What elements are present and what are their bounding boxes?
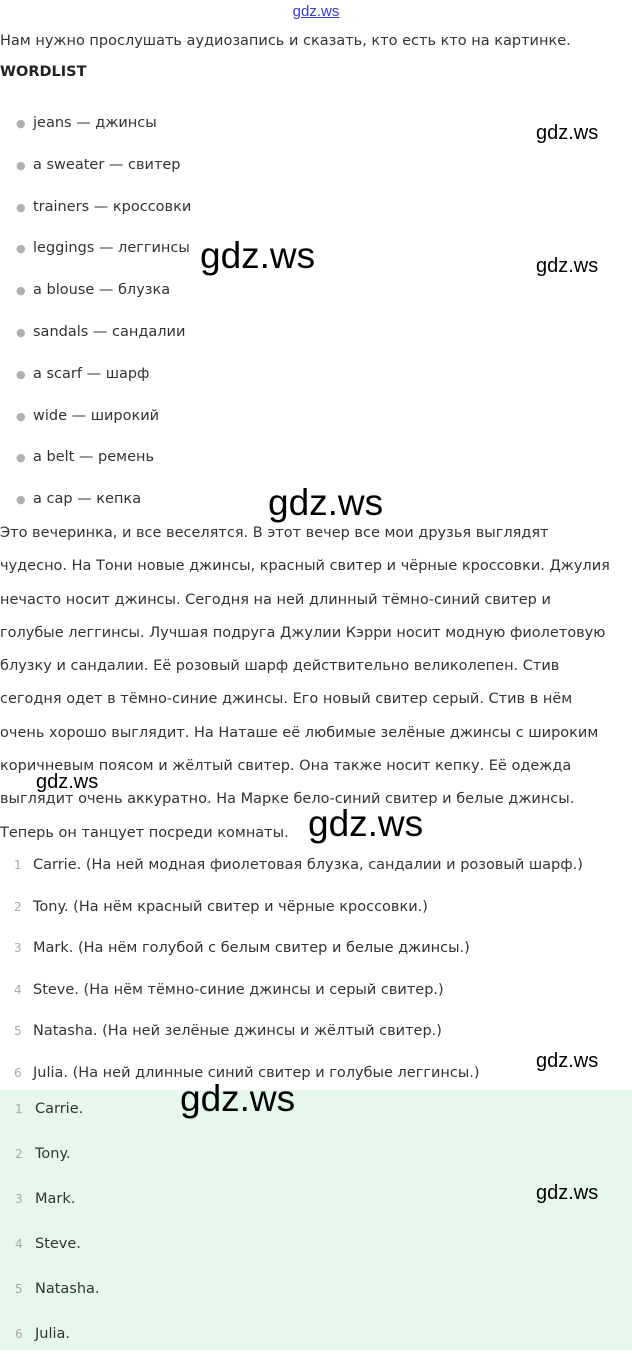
story-line: Теперь он танцует посреди комнаты. (0, 824, 289, 841)
bullet-icon: ● (16, 117, 26, 130)
short-answer-item: 1 Carrie. (0, 1087, 100, 1132)
item-number: 5 (15, 1282, 23, 1296)
wordlist-item: ● a cap — кепка (0, 479, 191, 521)
wordlist-item: ● a belt — ремень (0, 437, 191, 479)
bullet-icon: ● (16, 158, 26, 172)
story-line: блузку и сандалии. Её розовый шарф действительно великолепен. Стив (0, 658, 560, 675)
item-number: 4 (14, 982, 22, 997)
story-line: сегодня одет в тёмно-синие джинсы. Его новый свитер серый. Стив в нём (0, 691, 573, 708)
item-number: 6 (15, 1327, 23, 1341)
short-answer-item: 5 Natasha. (0, 1267, 100, 1312)
watermark: gdz.ws (308, 803, 424, 844)
watermark: gdz.ws (536, 1050, 599, 1072)
watermark: gdz.ws (536, 1182, 599, 1204)
watermark: gdz.ws (180, 1078, 296, 1119)
bullet-icon: ● (16, 367, 26, 381)
answer-item: 3 Mark. (На нём голубой с белым свитер и белые джинсы.) (0, 928, 583, 970)
story-line: Это вечеринка, и все веселятся. В этот вечер все мои друзья выглядят (0, 525, 549, 541)
item-number: 5 (14, 1024, 22, 1039)
item-number: 3 (14, 941, 22, 956)
item-number: 2 (15, 1147, 23, 1161)
watermark: gdz.ws (536, 122, 599, 144)
watermark: gdz.ws (268, 482, 384, 523)
wordlist-item: ● a scarf — шарф (0, 354, 191, 396)
watermark: gdz.ws (36, 771, 99, 793)
answer-list (0, 845, 583, 1095)
story-text (0, 517, 632, 850)
item-number: 2 (14, 899, 22, 914)
wordlist-item: ● trainers — кроссовки (0, 187, 191, 229)
wordlist-item: ● jeans — джинсы (0, 103, 191, 145)
item-number: 3 (15, 1192, 23, 1206)
watermark: gdz.ws (536, 255, 599, 277)
bullet-icon: ● (16, 200, 26, 214)
wordlist-item: ● a blouse — блузка (0, 270, 191, 312)
item-number: 4 (15, 1237, 23, 1251)
short-answer-list (0, 1087, 100, 1357)
answer-item: 4 Steve. (На нём тёмно-синие джинсы и серый свитер.) (0, 970, 583, 1012)
wordlist (0, 103, 191, 521)
site-link[interactable]: gdz.ws (292, 3, 340, 20)
story-line: выглядит очень аккуратно. На Марке бело-синий свитер и белые джинсы. (0, 791, 575, 808)
story-line: коричневым поясом и жёлтый свитер. Она также носит кепку. Её одежда (0, 758, 572, 775)
task-intro: Нам нужно прослушать аудиозапись и сказать, кто есть кто на картинке. (0, 33, 571, 49)
story-line: голубые леггинсы. Лучшая подруга Джулии Кэрри носит модную фиолетовую (0, 624, 606, 641)
watermark: gdz.ws (200, 235, 316, 276)
short-answer-item: 2 Tony. (0, 1132, 100, 1177)
answer-item: 5 Natasha. (На ней зелёные джинсы и жёлтый свитер.) (0, 1011, 583, 1053)
answer-item: 1 Carrie. (На ней модная фиолетовая блузка, сандалии и розовый шарф.) (0, 845, 583, 887)
item-number: 6 (14, 1065, 22, 1080)
story-line: очень хорошо выглядит. На Наташе её любимые зелёные джинсы с широким (0, 724, 599, 741)
item-number: 1 (14, 858, 22, 872)
wordlist-title: WORDLIST (0, 64, 87, 80)
answer-item: 6 Julia. (На ней длинные синий свитер и голубые леггинсы.) (0, 1053, 583, 1095)
short-answer-item: 4 Steve. (0, 1222, 100, 1267)
bullet-icon: ● (16, 451, 26, 465)
bullet-icon: ● (16, 242, 26, 256)
wordlist-item: ● wide — широкий (0, 396, 191, 438)
bullet-icon: ● (16, 493, 26, 507)
answer-item: 2 Tony. (На нём красный свитер и чёрные кроссовки.) (0, 887, 583, 929)
bullet-icon: ● (16, 409, 26, 423)
bullet-icon: ● (16, 325, 26, 339)
wordlist-item: ● sandals — сандалии (0, 312, 191, 354)
short-answer-item: 6 Julia. (0, 1312, 100, 1357)
story-line: чудесно. На Тони новые джинсы, красный свитер и чёрные кроссовки. Джулия (0, 558, 610, 575)
story-line: нечасто носит джинсы. Сегодня на ней длинный тёмно-синий свитер и (0, 591, 551, 608)
bullet-icon: ● (16, 284, 26, 298)
item-number: 1 (15, 1102, 23, 1116)
wordlist-item: ● a sweater — свитер (0, 145, 191, 187)
short-answer-item: 3 Mark. (0, 1177, 100, 1222)
wordlist-item: ● leggings — леггинсы (0, 228, 191, 270)
